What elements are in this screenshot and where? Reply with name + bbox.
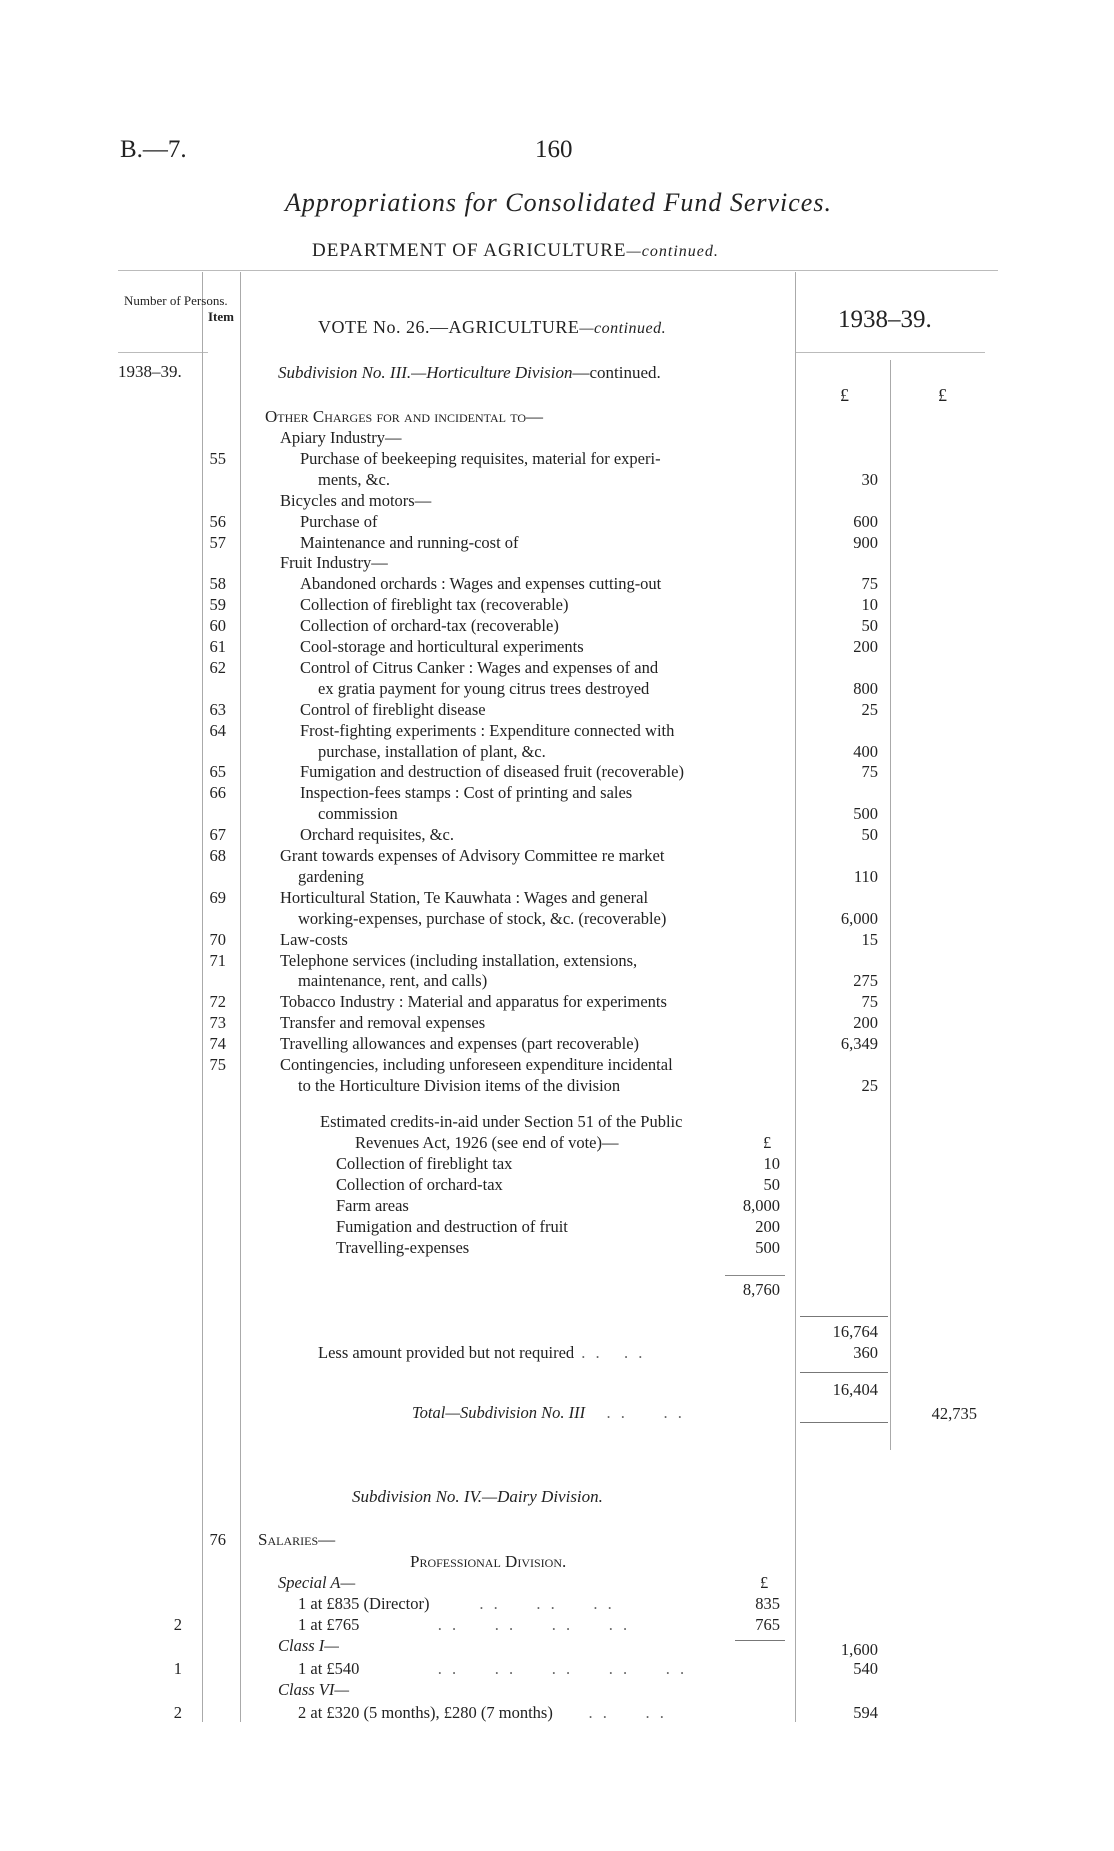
document-reference: B.—7. (120, 136, 187, 163)
salary-765-amount: 765 (755, 1615, 780, 1634)
credit-line-amount: 500 (755, 1238, 780, 1257)
department-heading: DEPARTMENT OF AGRICULTURE—continued. (312, 240, 719, 261)
item-74: 74 (209, 1034, 226, 1054)
charge-line-text: Grant towards expenses of Advisory Committee re market (280, 846, 665, 865)
special-a-heading: Special A— (278, 1573, 356, 1592)
total-column-divider (890, 360, 891, 1450)
credits-total-rule (725, 1275, 785, 1276)
class-vi-heading: Class VI— (278, 1680, 350, 1699)
item-66: 66 (209, 783, 226, 803)
persons-count-class-vi: 2 (173, 1703, 182, 1722)
charge-line-amount: 75 (861, 574, 878, 594)
charge-line-amount: 30 (861, 469, 878, 489)
salary-540-amount: 540 (853, 1659, 878, 1678)
charge-line-text: maintenance, rent, and calls) (298, 971, 488, 991)
item-61: 61 (209, 637, 226, 656)
gross-total: 16,764 (832, 1322, 878, 1341)
charge-line-amount: 75 (861, 992, 878, 1012)
charge-line-text: Bicycles and motors— (280, 490, 432, 510)
page-number: 160 (535, 136, 573, 163)
charge-line-amount: 500 (853, 804, 878, 824)
charge-line-text: Apiary Industry— (280, 428, 402, 447)
charge-line-text: gardening (298, 866, 364, 886)
salary-line-765: 1 at £765 . . . . . . . . (298, 1615, 631, 1634)
charge-line-text: Maintenance and running-cost of (300, 532, 519, 552)
charge-line-text: Cool-storage and horticultural experiments (300, 637, 584, 656)
item-67: 67 (209, 825, 226, 845)
credit-line-amount: 50 (763, 1175, 780, 1194)
charge-line-text: Telephone services (including installation, extensions, (280, 950, 638, 970)
charge-line-amount: 110 (853, 866, 878, 886)
charge-line-amount: 10 (861, 595, 878, 615)
item-72: 72 (209, 992, 226, 1012)
pound-symbol-amount: £ (840, 385, 849, 405)
salaries-heading: Salaries— (258, 1530, 336, 1549)
charge-line-amount: 6,349 (840, 1034, 878, 1054)
item-column-divider (240, 272, 241, 1722)
charge-line-amount: 800 (853, 678, 878, 698)
year-heading: 1938–39. (838, 306, 932, 333)
charge-line-text: Purchase of (300, 511, 378, 531)
professional-division-heading: Professional Division. (410, 1552, 567, 1571)
subdivision-iv-heading: Subdivision No. IV.—Dairy Division. (352, 1487, 603, 1506)
charge-line-text: to the Horticulture Division items of the division (298, 1075, 621, 1095)
charge-line-text: Travelling allowances and expenses (part recoverable) (280, 1034, 640, 1054)
charge-line-text: Collection of fireblight tax (recoverable) (300, 595, 569, 615)
charge-line-amount: 900 (853, 532, 878, 552)
page-title: Appropriations for Consolidated Fund Services. (285, 188, 832, 217)
charge-line-amount: 6,000 (840, 908, 878, 928)
charge-line-text: Abandoned orchards : Wages and expenses cutting-out (300, 574, 662, 594)
charge-line-text: commission (318, 804, 398, 824)
credits-heading-1: Estimated credits-in-aid under Section 51 of the Public (320, 1112, 683, 1131)
charge-line-text: Horticultural Station, Te Kauwhata : Wages and general (280, 887, 649, 907)
salary-line-540: 1 at £540 . . . . . . . . . . (298, 1659, 688, 1678)
net-total: 16,404 (832, 1380, 878, 1399)
charge-line-text: Fumigation and destruction of diseased fruit (recoverable) (300, 762, 684, 782)
charge-line-amount: 600 (853, 511, 878, 531)
net-total-rule (800, 1372, 888, 1373)
vote-heading: VOTE No. 26.—AGRICULTURE—continued. (318, 317, 667, 337)
credit-line-text: Collection of fireblight tax (336, 1154, 513, 1173)
credits-total: 8,760 (742, 1280, 780, 1299)
persons-header-rule (118, 352, 208, 353)
persons-column-header: Number of Persons. (124, 293, 228, 308)
charge-line-amount: 15 (861, 929, 878, 949)
subdivision-iii-heading: Subdivision No. III.—Horticulture Division—continued. (278, 363, 661, 382)
charge-line-text: Inspection-fees stamps : Cost of printing and sales (300, 783, 633, 803)
item-column-header: Item (208, 309, 234, 324)
charge-line-text: Contingencies, including unforeseen expenditure incidental (280, 1055, 673, 1074)
item-73: 73 (209, 1013, 226, 1033)
persons-count-special-a: 2 (173, 1615, 182, 1634)
charge-line-text: working-expenses, purchase of stock, &c. (recoverable) (298, 908, 667, 928)
persons-count-class-i: 1 (173, 1659, 182, 1678)
subdivision-iii-total: 42,735 (931, 1404, 977, 1423)
salary-director-amount: 835 (755, 1594, 780, 1613)
item-57: 57 (209, 532, 226, 552)
charge-line-text: Purchase of beekeeping requisites, material for experi- (300, 448, 661, 468)
item-58: 58 (209, 574, 226, 594)
credit-line-amount: 10 (763, 1154, 780, 1173)
other-charges-heading: Other Charges for and incidental to— (265, 407, 544, 426)
item-65: 65 (209, 762, 226, 782)
credits-heading-2: Revenues Act, 1926 (see end of vote)— (355, 1133, 619, 1152)
charge-line-amount: 200 (853, 637, 878, 656)
credit-line-text: Farm areas (336, 1196, 409, 1215)
credit-line-amount: 200 (755, 1217, 780, 1236)
item-69: 69 (209, 887, 226, 907)
charge-line-amount: 50 (861, 616, 878, 636)
item-68: 68 (209, 846, 226, 865)
credits-pound: £ (763, 1133, 772, 1152)
less-amount-label: Less amount provided but not required . . . . (318, 1343, 646, 1362)
salary-class-vi-amount: 594 (853, 1703, 878, 1722)
class-i-heading: Class I— (278, 1636, 339, 1655)
persons-year: 1938–39. (118, 362, 182, 381)
credit-line-amount: 8,000 (742, 1196, 780, 1215)
salary-line-class-vi: 2 at £320 (5 months), £280 (7 months) . . . . (298, 1703, 667, 1722)
charge-line-amount: 25 (861, 699, 878, 719)
salary-line-director: 1 at £835 (Director) . . . . . . (298, 1594, 615, 1613)
item-59: 59 (209, 595, 226, 615)
header-top-rule (118, 270, 998, 271)
item-55: 55 (209, 448, 226, 468)
year-header-rule (795, 352, 985, 353)
charge-line-text: Orchard requisites, &c. (300, 825, 454, 845)
charge-line-text: Transfer and removal expenses (280, 1013, 486, 1033)
credit-line-text: Fumigation and destruction of fruit (336, 1217, 568, 1236)
charge-line-text: Frost-fighting experiments : Expenditure connected with (300, 720, 675, 740)
credit-line-text: Collection of orchard-tax (336, 1175, 503, 1194)
charge-line-amount: 50 (861, 825, 878, 845)
gross-total-rule (800, 1316, 888, 1317)
charge-line-amount: 400 (853, 741, 878, 761)
charge-line-text: ex gratia payment for young citrus trees destroyed (318, 678, 650, 698)
charge-line-text: Tobacco Industry : Material and apparatus for experiments (280, 992, 667, 1012)
item-64: 64 (209, 720, 226, 740)
credit-line-text: Travelling-expenses (336, 1238, 470, 1257)
charge-line-text: ments, &c. (318, 469, 390, 489)
charge-line-amount: 200 (853, 1013, 878, 1033)
charge-line-text: Law-costs (280, 929, 348, 949)
charge-line-amount: 75 (861, 762, 878, 782)
item-75: 75 (209, 1055, 226, 1074)
item-63: 63 (209, 699, 226, 719)
item-56: 56 (209, 511, 226, 531)
item-76: 76 (209, 1530, 226, 1549)
item-60: 60 (209, 616, 226, 636)
item-62: 62 (209, 657, 226, 677)
charge-line-amount: 275 (853, 971, 878, 991)
charge-line-text: Collection of orchard-tax (recoverable) (300, 616, 559, 636)
special-a-total: 1,600 (840, 1640, 878, 1659)
professional-pound: £ (760, 1573, 769, 1592)
item-70: 70 (209, 929, 226, 949)
charge-line-text: Control of fireblight disease (300, 699, 486, 719)
charge-line-text: Fruit Industry— (280, 553, 388, 573)
less-amount: 360 (853, 1343, 878, 1362)
charge-line-text: purchase, installation of plant, &c. (318, 741, 546, 761)
charge-line-amount: 25 (861, 1075, 878, 1095)
pound-symbol-total: £ (938, 385, 947, 405)
subdivision-iii-total-label: Total—Subdivision No. III . . . . (412, 1403, 685, 1422)
charge-line-text: Control of Citrus Canker : Wages and expenses of and (300, 657, 659, 677)
item-71: 71 (209, 950, 226, 970)
